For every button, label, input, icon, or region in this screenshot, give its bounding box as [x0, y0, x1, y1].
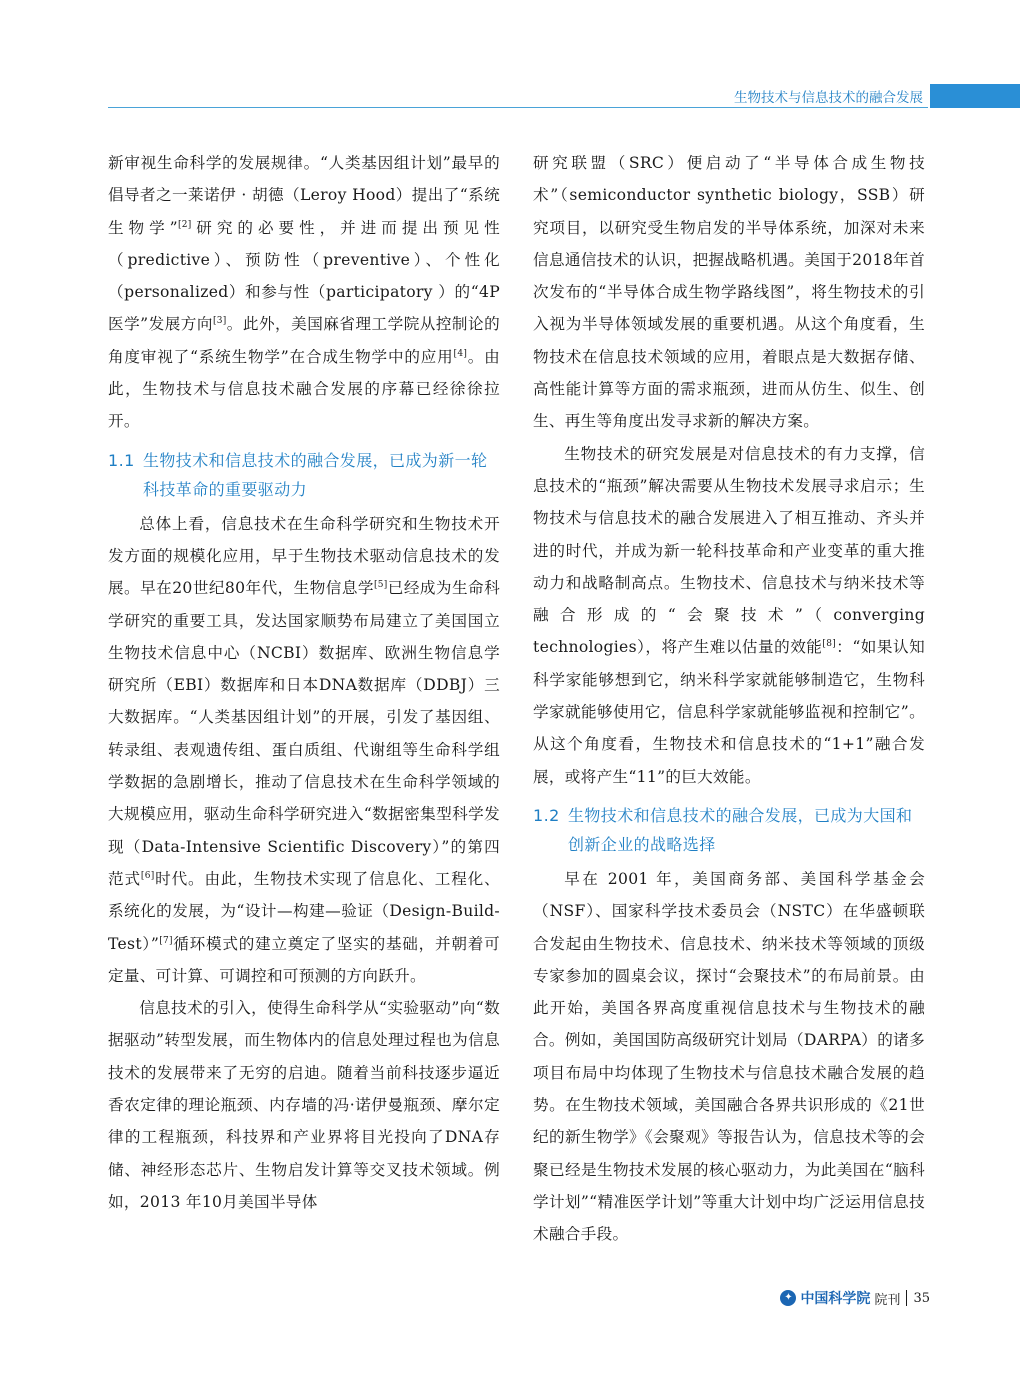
page-number: 35: [913, 1290, 930, 1306]
cas-emblem-icon: ✦: [780, 1290, 796, 1306]
section-number: 1.1: [108, 450, 135, 470]
citation-ref[interactable]: [5]: [373, 580, 388, 591]
section-title: 生物技术和信息技术的融合发展，已成为新一轮科技革命的重要驱动力: [143, 450, 488, 499]
header-color-block: [930, 84, 1020, 108]
footer-divider: [906, 1290, 907, 1306]
journal-logo: 中国科学院: [800, 1291, 871, 1307]
section-title: 生物技术和信息技术的融合发展，已成为大国和创新企业的战略选择: [568, 805, 913, 854]
paragraph: 早在 2001 年，美国商务部、美国科学基金会（NSF）、国家科学技术委员会（NSTC）在华盛顿联合发起由生物技术、信息技术、纳米技术等领域的顶级专家参加的圆桌会议，探讨“会聚技术”的布局前景。由此开始，美国各界高度重视信息技术与生物技术的融合。例如，美国国防高级研究计划局（DARPA）的诸多项目布局中均体现了生物技术与信息技术融合发展的趋势。在生物技术领域，美国融合各界共识形成的《21世纪的新生物学》《会聚观》等报告认为，信息技术等的会聚已经是生物技术发展的核心驱动力，为此美国在“脑科学计划”“精准医学计划”等重大计划中均广泛运用信息技术融合手段。: [533, 869, 925, 1244]
paragraph: 新审视生命科学的发展规律。“人类基因组计划”最早的倡导者之一莱诺伊 · 胡德（Leroy Hood）提出了“系统生物学”[2]研究的必要性，并进而提出预见性（predictive）、预防性（preventive）、个性化（personalized）和参与性（participatory ）的“4P医学”发展方向[3]。此外，美国麻省理工学院从控制论的角度审视了“系统生物学”在合成生物学中的应用[4]。由此，生物技术与信息技术融合发展的序幕已经徐徐拉开。: [108, 154, 501, 431]
citation-ref[interactable]: [2]: [177, 219, 192, 230]
citation-ref[interactable]: [3]: [212, 316, 227, 327]
citation-ref[interactable]: [7]: [159, 935, 173, 946]
running-header-title: 生物技术与信息技术的融合发展: [734, 90, 923, 106]
page-footer: [780, 1287, 930, 1309]
section-heading-1-1: [108, 446, 500, 504]
citation-ref[interactable]: [8]: [822, 639, 837, 650]
left-column: [108, 147, 500, 1218]
paragraph: 总体上看，信息技术在生命科学研究和生物技术开发方面的规模化应用，早于生物技术驱动信息技术的发展。早在20世纪80年代，生物信息学[5]已经成为生命科学研究的重要工具，发达国家顺势布局建立了美国国立生物技术信息中心（NCBI）数据库、欧洲生物信息学研究所（EBI）数据库和日本DNA数据库（DDBJ）三大数据库。“人类基因组计划”的开展，引发了基因组、转录组、表观遗传组、蛋白质组、代谢组等生命科学组学数据的急剧增长，推动了信息技术在生命科学领域的大规模应用，驱动生命科学研究进入“数据密集型科学发现（Data-Intensive Scientific Discovery）”的第四范式[6]时代。由此，生物技术实现了信息化、工程化、系统化的发展，为“设计—构建—验证（Design-Build-Test）”[7]循环模式的建立奠定了坚实的基础，并朝着可定量、可计算、可调控和可预测的方向跃升。: [108, 514, 500, 985]
paragraph: 信息技术的引入，使得生命科学从“实验驱动”向“数据驱动”转型发展，而生物体内的信息处理过程也为信息技术的发展带来了无穷的启迪。随着当前科技逐步逼近香农定律的理论瓶颈、内存墙的冯·诺伊曼瓶颈、摩尔定律的工程瓶颈，科技界和产业界将目光投向了DNA存储、神经形态芯片、生物启发计算等交叉技术领域。例如，2013 年10月美国半导体: [108, 999, 500, 1211]
citation-ref[interactable]: [4]: [453, 348, 468, 359]
right-column: [533, 147, 925, 1251]
paragraph: 研究联盟（SRC）便启动了“半导体合成生物技术”（semiconductor synthetic biology，SSB）研究项目，以研究受生物启发的半导体系统，加深对未来信息通信技术的认识，把握战略机遇。美国于2018年首次发布的“半导体合成生物学路线图”，将生物技术的引入视为半导体领域发展的重要机遇。从这个角度看，生物技术在信息技术领域的应用，着眼点是大数据存储、高性能计算等方面的需求瓶颈，进而从仿生、似生、创生、再生等角度出发寻求新的解决方案。: [533, 154, 925, 431]
journal-suffix: 院刊: [874, 1292, 901, 1308]
citation-ref[interactable]: [6]: [140, 870, 155, 881]
header-rule: [108, 107, 928, 108]
paragraph: 生物技术的研究发展是对信息技术的有力支撑，信息技术的“瓶颈”解决需要从生物技术发展寻求启示；生物技术与信息技术的融合发展进入了相互推动、齐头并进的时代，并成为新一轮科技革命和产业变革的重大推动力和战略制高点。生物技术、信息技术与纳米技术等融合形成的“会聚技术”（converging technologies），将产生难以估量的效能[8]：“如果认知科学家能够想到它，纳米科学家就能够制造它，生物科学家就能够使用它，信息科学家就能够监视和控制它”。从这个角度看，生物技术和信息技术的“1+1”融合发展，或将产生“11”的巨大效能。: [533, 444, 925, 786]
section-heading-1-2: [533, 801, 925, 859]
section-number: 1.2: [533, 805, 560, 825]
